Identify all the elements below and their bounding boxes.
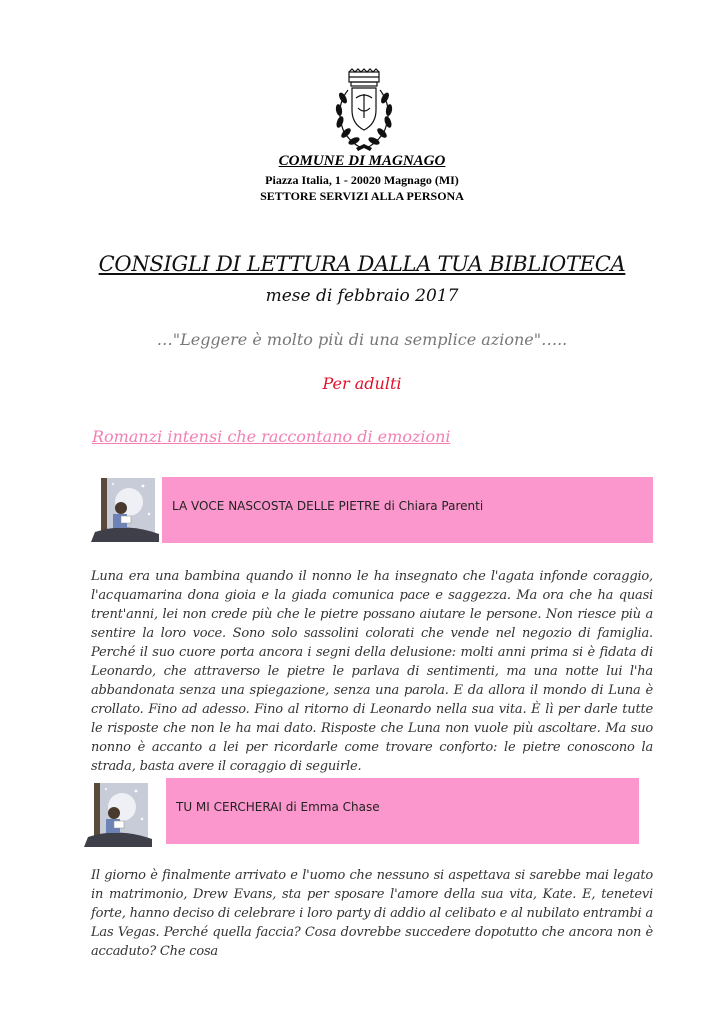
comune-address: Piazza Italia, 1 - 20020 Magnago (MI) <box>265 173 459 187</box>
page-title: CONSIGLI DI LETTURA DALLA TUA BIBLIOTECA <box>98 252 626 276</box>
comune-name: COMUNE DI MAGNAGO <box>278 153 446 169</box>
book-description: Luna era una bambina quando il nonno le ha insegnato che l'agata infonde coraggio, l'acquamarina dona gioia e la giada comunica pace e saggezza. Ma ora che ha quasi trent'anni, lei non crede più che le pietre possano aiutare le persone. Non riesce più a sentire la loro voce. Sono solo sassolini colorati che vende nel negozio di famiglia. Perché il suo cuore porta ancora i segni della delusione: molti anni prima si è fidata di Leonardo, che attraverso le pietre le parlava di sentimenti, ma una notte lui l'ha abbandonata senza una spiegazione, senza una parola. E da allora il mondo di Luna è crollato. Fino ad adesso. Fino al ritorno di Leonardo nella sua vita. È lì per darle tutte le risposte che non le ha mai dato. Risposte che Luna non vuole più ascoltare. Ma suo nonno è accanto a lei per ricordarle come trovare conforto: le pietre conoscono la strada, basta avere il coraggio di seguirle. <box>91 569 653 774</box>
settore-label: SETTORE SERVIZI ALLA PERSONA <box>260 189 464 203</box>
book-title-box <box>162 477 653 543</box>
municipal-crest-icon <box>326 68 402 154</box>
quote: …"Leggere è molto più di una semplice azione"….. <box>156 330 568 349</box>
book-title: LA VOCE NASCOSTA DELLE PIETRE di Chiara Parenti <box>172 499 484 513</box>
audience-label: Per adulti <box>322 374 402 393</box>
reading-child-icon <box>84 779 152 847</box>
section-heading: Romanzi intensi che raccontano di emozioni <box>92 427 451 446</box>
page-subtitle: mese di febbraio 2017 <box>265 286 459 306</box>
book-title: TU MI CERCHERAI di Emma Chase <box>176 800 380 814</box>
book-description: Il giorno è finalmente arrivato e l'uomo che nessuno si aspettava si sarebbe mai legato in matrimonio, Drew Evans, sta per sposare l'amore della sua vita, Kate. E, tenetevi forte, hanno deciso di celebrare i loro party di addio al celibato e al nubilato entrambi a Las Vegas. Perché quella faccia? Cosa dovrebbe succedere dopotutto che ancora non è accaduto? Che cosa <box>91 868 653 959</box>
reading-child-icon <box>91 474 159 542</box>
book-title-box <box>166 778 639 844</box>
